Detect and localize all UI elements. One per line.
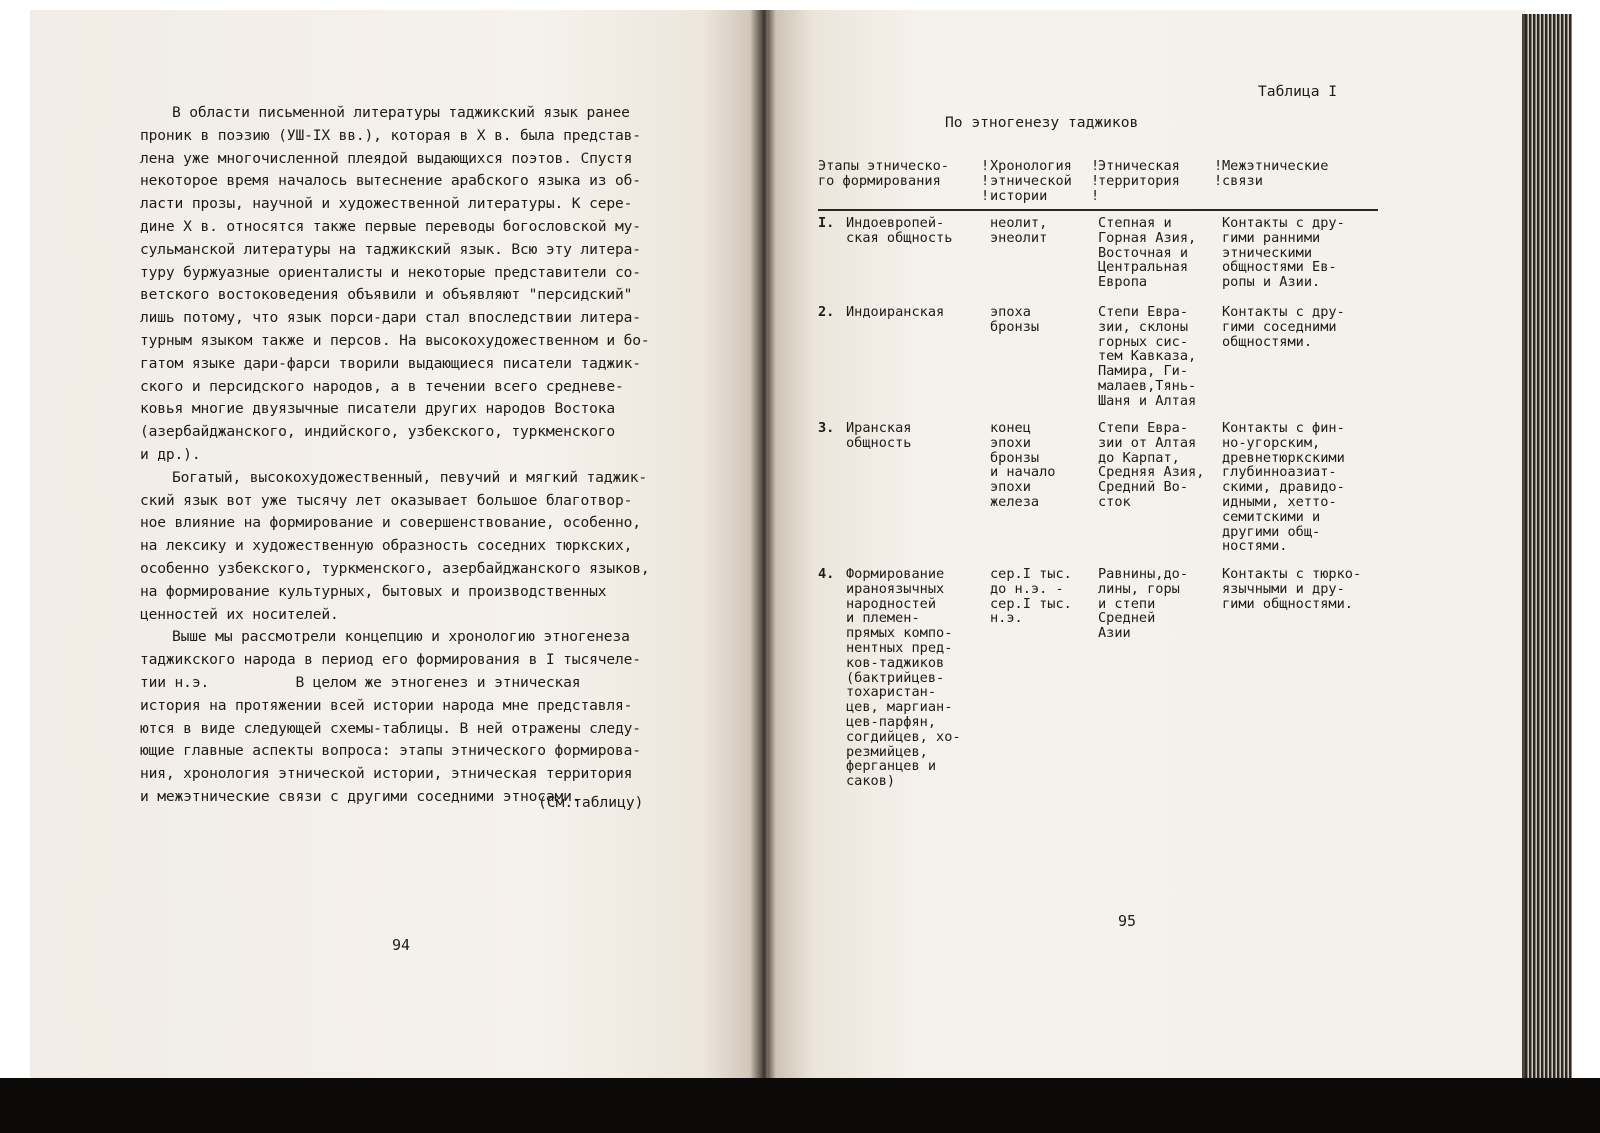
body-text-line: лишь потому, что язык порси-дари стал впоследствии литера- [140, 309, 641, 327]
table-cell-stage: нентных пред- [846, 640, 953, 656]
body-text-line: ное влияние на формирование и совершенствование, особенно, [140, 514, 641, 532]
body-text-line: и др.). [140, 445, 201, 463]
table-cell-territory: Шаня и Алтая [1098, 392, 1197, 409]
table-header-cell: территория [1098, 172, 1180, 189]
table-cell-territory: Горная Азия, [1098, 229, 1197, 246]
table-cell-stage: и племен- [846, 610, 920, 627]
table-cell-relations: гими общностями. [1222, 595, 1353, 612]
table-row-number: I. [818, 215, 835, 231]
table-cell-stage: тохаристан- [846, 684, 937, 701]
table-cell-stage: Индоиранская [846, 304, 945, 320]
table-cell-relations: идными, хетто- [1222, 494, 1337, 510]
table-cell-chronology: конец [990, 420, 1031, 436]
table-cell-relations: древнетюркскими [1222, 449, 1345, 466]
table-cell-territory: до Карпат, [1098, 449, 1180, 466]
table-cell-stage: общность [846, 434, 912, 451]
table-cell-relations: Контакты с тюрко- [1222, 566, 1362, 582]
table-header-separator: ! [1091, 172, 1100, 189]
table-cell-territory: зии, склоны [1098, 318, 1189, 335]
body-text-line: и межэтнические связи с другими соседними этносами. [140, 787, 581, 805]
table-header-separator: ! [1091, 187, 1100, 204]
table-header-separator: ! [981, 172, 990, 189]
table-header-cell: связи [1222, 172, 1263, 189]
table-cell-territory: Средней [1098, 610, 1156, 627]
body-text-line: турным языком также и персов. На высокохудожественном и бо- [140, 331, 650, 349]
table-cell-relations: глубинноазиат- [1222, 464, 1337, 481]
body-text-line: ния, хронология этнической истории, этническая территория [140, 765, 633, 783]
page-number-right: 95 [1118, 912, 1137, 930]
body-text-line: (азербайджанского, индийского, узбекского, туркменского [140, 423, 615, 441]
table-cell-territory: сток [1098, 494, 1131, 510]
body-text-line: ветского востоковедения объявили и объявляют "персидский" [140, 286, 633, 304]
table-cell-chronology: эпоха [990, 304, 1031, 320]
table-cell-relations: гими ранними [1222, 229, 1321, 246]
table-cell-chronology: н.э. [990, 610, 1023, 627]
table-header-cell: Межэтнические [1222, 158, 1329, 174]
table-cell-territory: горных сис- [1098, 333, 1189, 350]
body-text-line: лена уже многочисленной плеядой выдающихся поэтов. Спустя [140, 149, 633, 167]
table-header-cell: Этническая [1098, 158, 1180, 174]
body-text-line: ский язык вот уже тысячу лет оказывает большое благотвор- [140, 491, 633, 509]
table-header-cell: Хронология [990, 158, 1072, 174]
table-cell-relations: Контакты с дру- [1222, 215, 1345, 231]
body-text-line: на лексику и художественную образность соседних тюркских, [140, 537, 633, 555]
table-cell-stage: ков-таджиков [846, 654, 945, 671]
table-cell-relations: Контакты с фин- [1222, 420, 1345, 436]
table-row-number: 2. [818, 304, 835, 320]
table-cell-chronology: железа [990, 494, 1040, 510]
table-header-separator: ! [981, 187, 990, 204]
page-number-left: 94 [392, 936, 411, 954]
table-cell-chronology: бронзы [990, 449, 1040, 466]
body-text-line: Богатый, высокохудожественный, певучий и мягкий таджик- [172, 468, 647, 486]
table-cell-chronology: сер.I тыс. [990, 595, 1072, 612]
see-table-reference: (См.таблицу) [538, 794, 644, 811]
table-cell-territory: малаев,Тянь- [1098, 378, 1197, 394]
body-text-line: таджикского народа в период его формирования в I тысячеле- [140, 651, 641, 669]
table-cell-territory: Памира, Ги- [1098, 363, 1189, 380]
table-cell-chronology: бронзы [990, 318, 1040, 335]
bottom-shadow [0, 1078, 1600, 1133]
table-cell-territory: Средний Во- [1098, 479, 1189, 496]
table-cell-stage: согдийцев, хо- [846, 728, 961, 745]
table-cell-territory: Азии [1098, 625, 1131, 642]
body-text-line: ются в виде следующей схемы-таблицы. В ней отражены следу- [140, 719, 641, 737]
body-text-line: Выше мы рассмотрели концепцию и хронологию этногенеза [172, 628, 630, 646]
body-text-line: проник в поэзию (УШ-IX вв.), которая в X в. была представ- [140, 126, 641, 144]
body-text-line: ковья многие двуязычные писатели других народов Востока [140, 400, 615, 418]
table-cell-territory: лины, горы [1098, 580, 1180, 597]
table-header-cell: этнической [990, 172, 1072, 189]
table-cell-chronology: энеолит [990, 229, 1048, 246]
table-cell-stage: народностей [846, 595, 937, 612]
body-text-line: на формирование культурных, бытовых и производственных [140, 582, 607, 600]
table-cell-chronology: и начало [990, 464, 1056, 481]
table-cell-stage: Индоевропей- [846, 215, 945, 231]
table-cell-relations: Контакты с дру- [1222, 304, 1345, 320]
body-text-line: туру буржуазные ориенталисты и некоторые представители со- [140, 263, 641, 281]
table-title: По этногенезу таджиков [945, 114, 1139, 131]
body-text-line: ющие главные аспекты вопроса: этапы этнического формирова- [140, 742, 641, 760]
table-cell-relations: другими общ- [1222, 523, 1321, 540]
body-text-line: ласти прозы, научной и художественной литературы. К сере- [140, 195, 633, 213]
table-cell-relations: общностями Ев- [1222, 259, 1337, 276]
table-cell-stage: Иранская [846, 420, 912, 436]
table-cell-territory: Степи Евра- [1098, 420, 1189, 436]
table-cell-stage: (бактрийцев- [846, 669, 945, 686]
table-cell-stage: Формирование [846, 566, 945, 582]
body-text-line: ского и персидского народов, а в течении всего средневе- [140, 377, 624, 395]
table-header-separator: ! [1214, 172, 1223, 189]
table-cell-relations: гими соседними [1222, 318, 1337, 335]
table-cell-territory: Равнины,до- [1098, 566, 1189, 582]
table-header-separator: ! [981, 158, 990, 174]
table-cell-territory: Центральная [1098, 259, 1189, 276]
table-cell-chronology: эпохи [990, 434, 1031, 451]
body-text-line: В области письменной литературы таджикский язык ранее [172, 104, 630, 121]
table-header-cell: го формирования [818, 172, 941, 189]
body-text-line: ценностей их носителей. [140, 605, 339, 623]
table-cell-territory: Степи Евра- [1098, 304, 1189, 320]
table-cell-relations: семитскими и [1222, 508, 1321, 525]
table-cell-stage: прямых компо- [846, 625, 953, 642]
background-margin [1572, 0, 1600, 1133]
table-cell-stage: резмийцев, [846, 743, 928, 760]
table-row-number: 3. [818, 420, 835, 436]
table-cell-stage: саков) [846, 773, 896, 790]
table-cell-territory: Средняя Азия, [1098, 464, 1205, 481]
table-cell-territory: Восточная и [1098, 244, 1189, 261]
table-cell-relations: ностями. [1222, 538, 1288, 555]
body-text-line: гатом языке дари-фарси творили выдающиеся писатели таджик- [140, 354, 641, 372]
table-cell-relations: общностями. [1222, 333, 1313, 350]
table-cell-stage: цев-парфян, [846, 714, 937, 730]
left-page-body-text [140, 102, 700, 809]
table-cell-chronology: неолит, [990, 215, 1048, 231]
book-gutter [750, 10, 776, 1080]
body-text-line: некоторое время началось вытеснение арабского языка из об- [140, 172, 641, 190]
table-cell-relations: ропы и Азии. [1222, 274, 1321, 291]
book-page-edges [1522, 14, 1577, 1078]
table-cell-territory: Степная и [1098, 215, 1172, 231]
table-header-separator: ! [1214, 158, 1223, 174]
table-cell-relations: этническими [1222, 244, 1313, 261]
table-header-separator: ! [1091, 158, 1100, 174]
table-row-number: 4. [818, 566, 835, 582]
table-cell-stage: ская общность [846, 229, 953, 246]
table-cell-territory: и степи [1098, 595, 1156, 612]
table-cell-relations: но-угорским, [1222, 434, 1321, 451]
table-cell-chronology: эпохи [990, 479, 1031, 496]
table-cell-chronology: до н.э. - [990, 580, 1064, 597]
table-cell-territory: зии от Алтая [1098, 434, 1197, 451]
table-label: Таблица I [1258, 83, 1338, 100]
table-header-rule [818, 209, 1378, 211]
table-cell-chronology: сер.I тыс. [990, 566, 1072, 582]
table-cell-territory: Европа [1098, 274, 1148, 291]
body-text-line: история на протяжении всей истории народа мне представля- [140, 696, 633, 714]
body-text-line: дине X в. относятся также первые переводы богословской му- [140, 217, 641, 235]
table-cell-stage: ферганцев и [846, 758, 937, 775]
table-cell-territory: тем Кавказа, [1098, 348, 1197, 365]
table-header-cell: Этапы этническо- [818, 158, 949, 174]
table-cell-stage: ираноязычных [846, 580, 945, 597]
body-text-line: сульманской литературы на таджикский язык. Всю эту литера- [140, 240, 641, 258]
body-text-line: особенно узбекского, туркменского, азербайджанского языков, [140, 559, 650, 577]
table-header-cell: истории [990, 187, 1048, 204]
table-cell-stage: цев, маргиан- [846, 699, 953, 716]
table-cell-relations: скими, дравидо- [1222, 479, 1345, 496]
body-text-line: тии н.э. В целом же этногенез и этническая [140, 673, 581, 691]
table-cell-relations: язычными и дру- [1222, 580, 1345, 597]
